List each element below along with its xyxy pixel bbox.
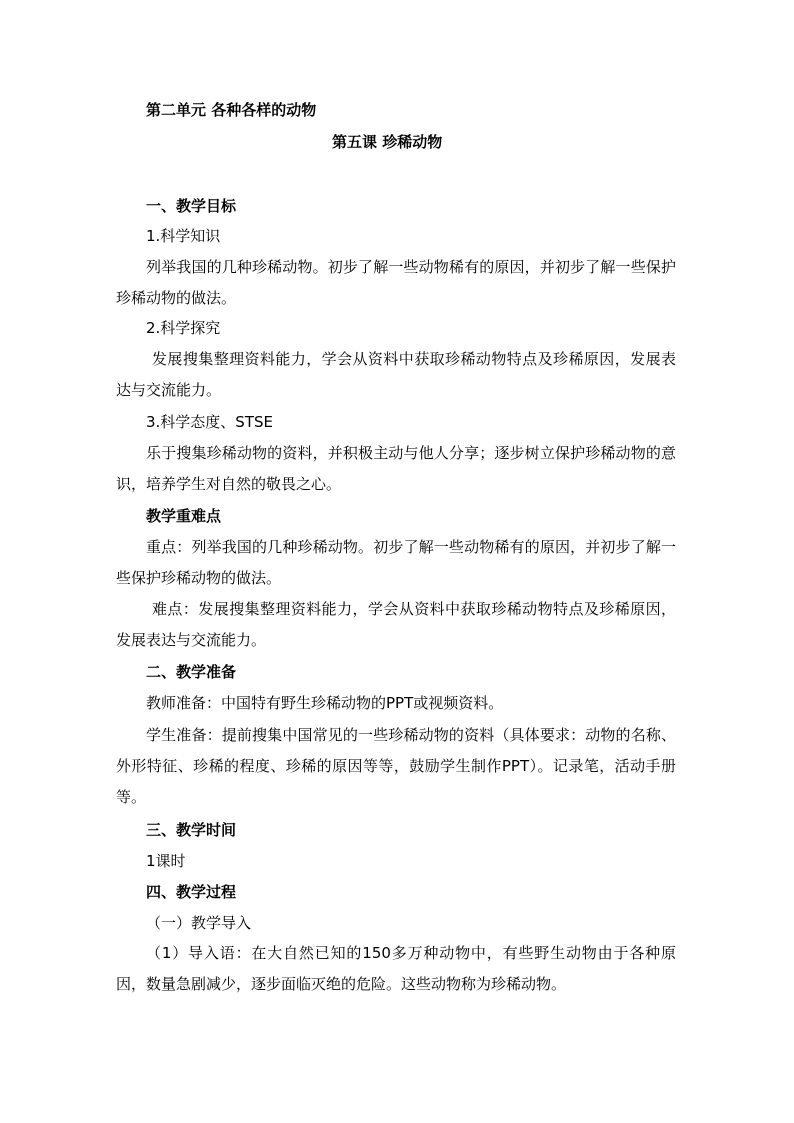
student-preparation: 学生准备：提前搜集中国常见的一些珍稀动物的资料（具体要求：动物的名称、外形特征、珍稀的程度、珍稀的原因等等，鼓励学生制作PPT）。记录笔，活动手册等。 — [116, 726, 676, 806]
difficult-point-paragraph: 难点：发展搜集整理资料能力，学会从资料中获取珍稀动物特点及珍稀原因，发展表达与交流能力。 — [116, 600, 676, 649]
teacher-preparation: 教师准备：中国特有野生珍稀动物的PPT或视频资料。 — [146, 694, 504, 712]
attitude-paragraph: 乐于搜集珍稀动物的资料，并积极主动与他人分享；逐步树立保护珍稀动物的意识，培养学生对自然的敬畏之心。 — [116, 444, 676, 493]
unit-title: 第二单元 各种各样的动物 — [146, 101, 317, 119]
preparation-heading: 二、教学准备 — [146, 663, 237, 681]
lesson-title: 第五课 珍稀动物 — [332, 133, 443, 151]
time-text: 1课时 — [146, 852, 186, 870]
inquiry-heading: 2.科学探究 — [146, 319, 221, 337]
inquiry-paragraph: 发展搜集整理资料能力，学会从资料中获取珍稀动物特点及珍稀原因，发展表达与交流能力。 — [116, 350, 676, 399]
intro-paragraph: （1）导入语：在大自然已知的150多万种动物中，有些野生动物由于各种原因，数量急剧减少，逐步面临灭绝的危险。这些动物称为珍稀动物。 — [116, 944, 676, 993]
knowledge-paragraph: 列举我国的几种珍稀动物。初步了解一些动物稀有的原因，并初步了解一些保护珍稀动物的做法。 — [116, 258, 676, 307]
attitude-heading: 3.科学态度、STSE — [146, 413, 273, 431]
intro-heading: （一）教学导入 — [146, 914, 252, 932]
key-point-paragraph: 重点：列举我国的几种珍稀动物。初步了解一些动物稀有的原因，并初步了解一些保护珍稀动物的做法。 — [116, 538, 676, 587]
process-heading: 四、教学过程 — [146, 883, 237, 901]
key-points-heading: 教学重难点 — [146, 507, 222, 525]
time-heading: 三、教学时间 — [146, 821, 237, 839]
objectives-heading: 一、教学目标 — [146, 197, 237, 215]
knowledge-heading: 1.科学知识 — [146, 227, 221, 245]
